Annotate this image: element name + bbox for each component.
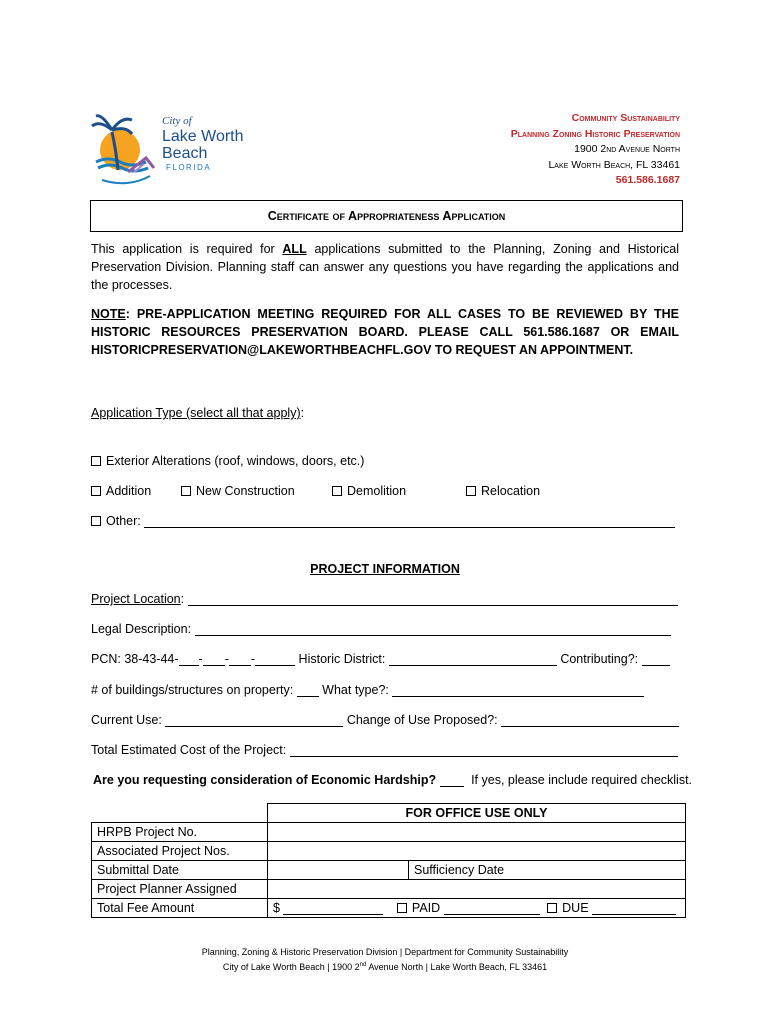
other-field[interactable]	[144, 527, 675, 528]
legal-description-label: Legal Description:	[91, 622, 195, 636]
note-text: : PRE-APPLICATION MEETING REQUIRED FOR ALL CASES TO BE REVIEWED BY THE HISTORIC RESOURCES PRESERVATION BOARD. PLEASE CALL 561.586.1687 OR EMAIL HISTORICPRESERVATION@LAKEWORTHBEACHFL.GOV TO REQUEST AN APPOINTMENT.	[91, 307, 679, 357]
addition-checkbox[interactable]	[91, 486, 101, 496]
pcn-field-2[interactable]	[203, 665, 225, 666]
historic-district-field[interactable]	[389, 665, 557, 666]
fee-row	[268, 899, 686, 918]
due-label: DUE	[562, 901, 589, 915]
svg-text:FLORIDA: FLORIDA	[166, 163, 212, 172]
planner-label: Project Planner Assigned	[92, 880, 268, 899]
due-checkbox[interactable]	[547, 903, 557, 913]
hardship-question: Are you requesting consideration of Economic Hardship?	[93, 773, 437, 787]
what-type-field[interactable]	[392, 696, 644, 697]
pcn-row: PCN: 38-43-44- - - - Historic District: Contributing?:	[91, 652, 691, 666]
hardship-row	[93, 773, 693, 787]
title-box	[90, 200, 683, 232]
phone-number: 561.586.1687	[615, 174, 680, 186]
buildings-row	[91, 683, 691, 697]
footer-line-2-sup: nd	[359, 962, 367, 968]
pcn-field-1[interactable]	[179, 665, 199, 666]
fee-amount-field[interactable]	[283, 914, 383, 915]
relocation-label: Relocation	[481, 484, 541, 498]
demolition-label: Demolition	[347, 484, 407, 498]
footer-line-1: Planning, Zoning & Historic Preservation Division | Department for Community Sustainability	[201, 947, 569, 957]
what-type-label: What type?:	[322, 683, 393, 697]
svg-text:City of: City of	[162, 115, 192, 127]
current-use-label: Current Use:	[91, 713, 166, 727]
project-location-field[interactable]	[188, 605, 678, 606]
current-use-row	[91, 713, 691, 727]
relocation-checkbox[interactable]	[466, 486, 476, 496]
project-location-row: Project Location:	[91, 592, 681, 606]
address-line-2: Lake Worth Beach, FL 33461	[548, 158, 680, 171]
legal-description-field[interactable]	[195, 635, 671, 636]
svg-text:Lake Worth: Lake Worth	[162, 128, 244, 145]
pcn-field-3[interactable]	[229, 665, 251, 666]
hrpb-label: HRPB Project No.	[92, 823, 268, 842]
fee-label: Total Fee Amount	[92, 899, 268, 918]
address-line-1: 1900 2nd Avenue North	[574, 143, 680, 155]
submittal-label: Submittal Date	[92, 861, 268, 880]
new-construction-label: New Construction	[196, 484, 295, 498]
change-use-field[interactable]	[501, 726, 679, 727]
department-header	[511, 111, 680, 189]
footer-line-2	[0, 959, 770, 974]
intro-paragraph	[91, 240, 679, 294]
option-addition[interactable]	[91, 484, 151, 498]
submittal-field[interactable]	[268, 861, 409, 880]
buildings-count-field[interactable]	[297, 696, 319, 697]
footer	[0, 946, 770, 974]
option-exterior[interactable]	[91, 454, 364, 468]
project-location-label: Project Location	[91, 592, 181, 606]
paid-checkbox[interactable]	[397, 903, 407, 913]
hardship-answer-field[interactable]	[440, 786, 464, 787]
pcn-field-4[interactable]	[255, 665, 295, 666]
demolition-checkbox[interactable]	[332, 486, 342, 496]
legal-description-row	[91, 622, 681, 636]
other-checkbox[interactable]	[91, 516, 101, 526]
option-demolition[interactable]	[332, 484, 406, 498]
pcn-label: PCN: 38-43-44-	[91, 652, 179, 666]
project-info-heading-text: PROJECT INFORMATION	[310, 562, 460, 576]
intro-all-emphasis: ALL	[282, 242, 307, 256]
option-relocation[interactable]	[466, 484, 540, 498]
contributing-field[interactable]	[642, 665, 670, 666]
office-use-table	[91, 803, 686, 918]
footer-line-2-b: Avenue North | Lake Worth Beach, FL 33461	[366, 962, 548, 972]
office-use-heading: FOR OFFICE USE ONLY	[268, 804, 686, 823]
exterior-label: Exterior Alterations (roof, windows, doors, etc.)	[106, 454, 365, 468]
application-type-text: Application Type (select all that apply)	[91, 406, 301, 420]
exterior-checkbox[interactable]	[91, 456, 101, 466]
contributing-label: Contributing?:	[560, 652, 642, 666]
total-cost-row	[91, 743, 691, 757]
other-label: Other:	[106, 514, 141, 528]
application-type-label	[91, 406, 304, 420]
planner-field[interactable]	[268, 880, 686, 899]
document-title: Certificate of Appropriateness Application	[267, 209, 506, 223]
option-new-construction[interactable]	[181, 484, 295, 498]
total-cost-label: Total Estimated Cost of the Project:	[91, 743, 290, 757]
associated-field[interactable]	[268, 842, 686, 861]
footer-line-2-a: City of Lake Worth Beach | 1900 2	[222, 962, 360, 972]
hardship-note: If yes, please include required checklist.	[471, 773, 693, 787]
note-label: NOTE	[91, 307, 126, 321]
paid-field[interactable]	[444, 914, 540, 915]
associated-label: Associated Project Nos.	[92, 842, 268, 861]
option-other[interactable]	[91, 514, 679, 528]
current-use-field[interactable]	[165, 726, 343, 727]
intro-text-1: This application is required for	[91, 242, 275, 256]
svg-text:Beach: Beach	[162, 145, 208, 162]
dollar-sign: $	[273, 901, 280, 915]
dept-line-1: Community Sustainability	[571, 112, 680, 124]
paid-label: PAID	[411, 901, 441, 915]
intro-text-2: applications submitted to the Planning, Zoning and Historical Preservation Division. Planning staff can answer any questions you have regarding the applications and the processes.	[91, 242, 679, 292]
total-cost-field[interactable]	[290, 756, 678, 757]
dept-line-2: Planning Zoning Historic Preservation	[510, 127, 680, 140]
hrpb-field[interactable]	[268, 823, 686, 842]
buildings-label: # of buildings/structures on property:	[91, 683, 294, 697]
project-info-heading	[0, 562, 770, 576]
application-type-colon: :	[300, 406, 305, 420]
addition-label: Addition	[106, 484, 152, 498]
new-construction-checkbox[interactable]	[181, 486, 191, 496]
note-paragraph	[91, 305, 679, 359]
historic-district-label: Historic District:	[298, 652, 389, 666]
sufficiency-label: Sufficiency Date	[409, 861, 686, 880]
city-logo	[88, 110, 248, 190]
office-blank-corner	[92, 804, 268, 823]
due-field[interactable]	[592, 914, 676, 915]
change-use-label: Change of Use Proposed?:	[346, 713, 502, 727]
